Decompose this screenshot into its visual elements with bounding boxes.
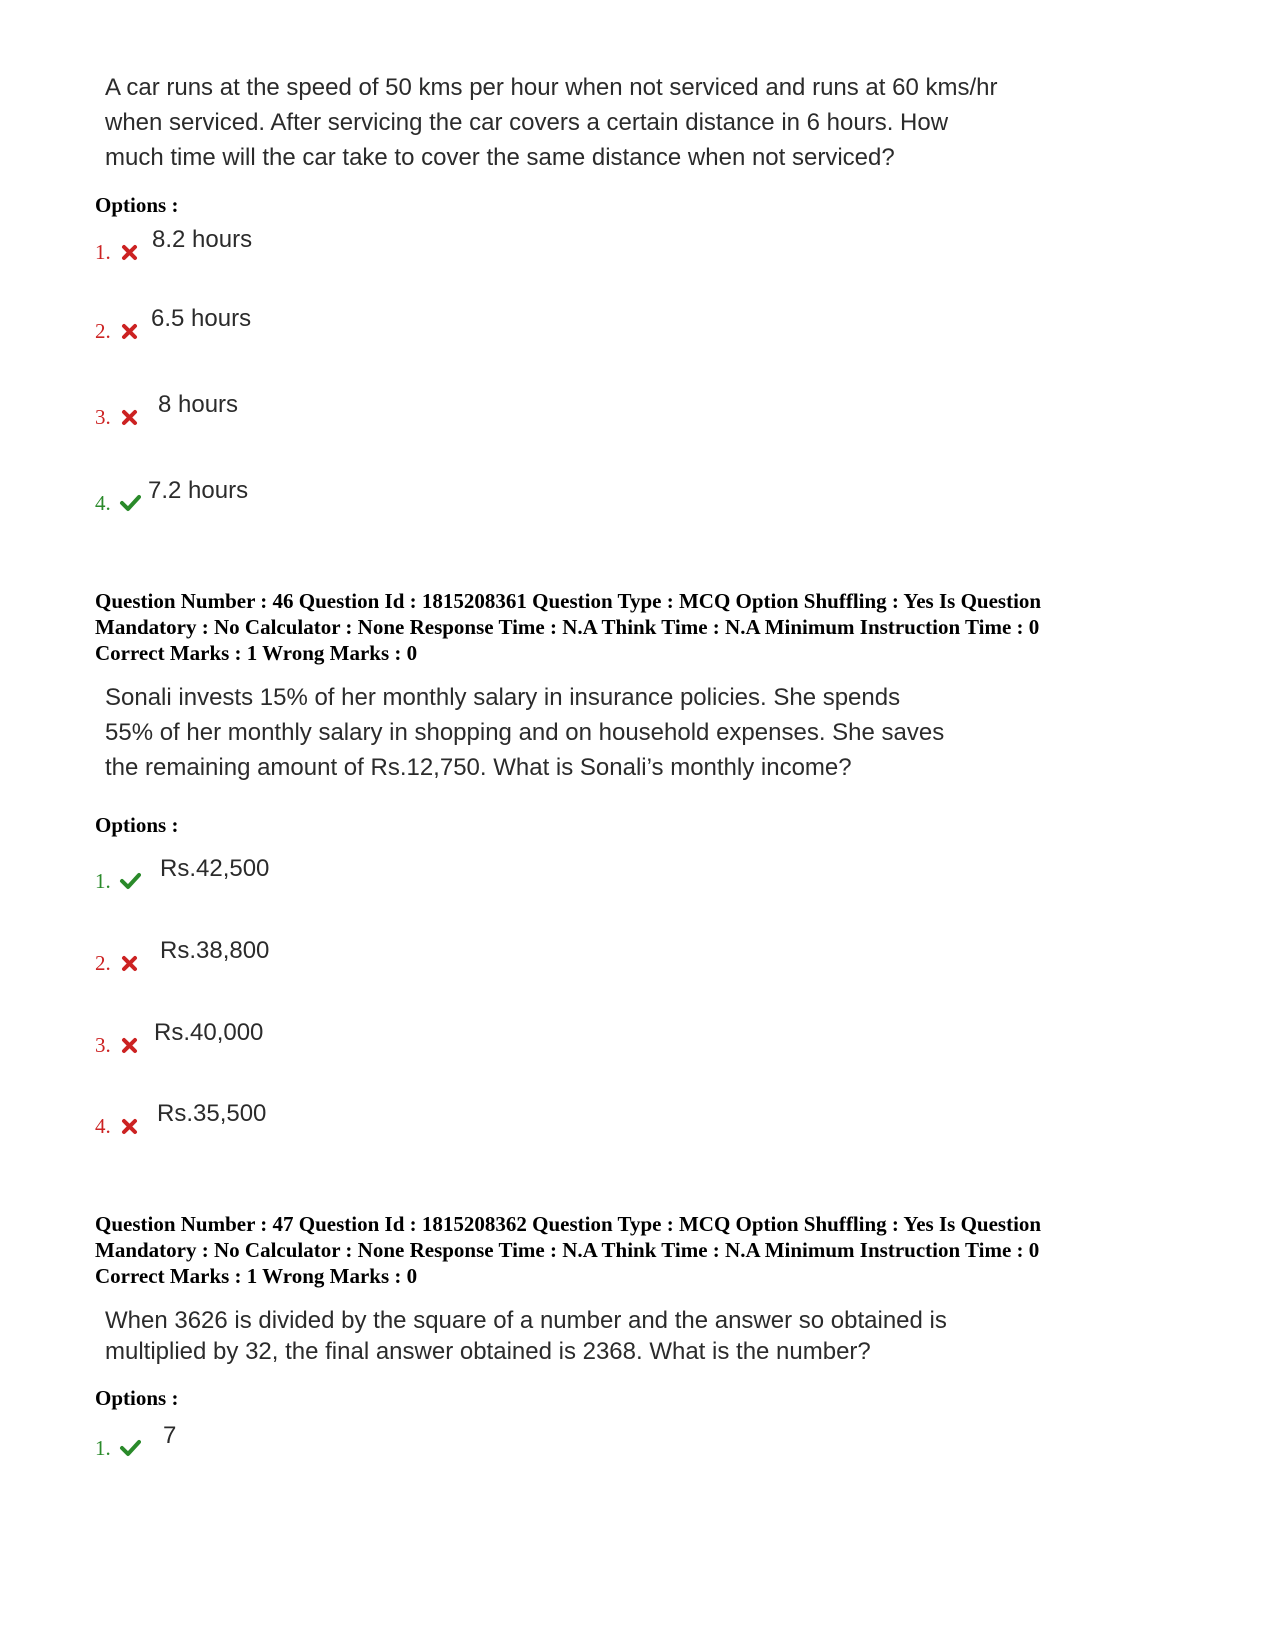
option-item[interactable] — [95, 1422, 495, 1462]
cross-icon — [119, 952, 141, 974]
option-text: 7 — [163, 1422, 177, 1449]
option-number: 3. — [95, 405, 111, 429]
option-text: Rs.40,000 — [154, 1019, 264, 1046]
option-text: 8.2 hours — [152, 226, 253, 253]
cross-icon — [119, 320, 141, 342]
option-item[interactable] — [95, 391, 495, 431]
option-number: 4. — [95, 1114, 111, 1138]
option-number: 4. — [95, 491, 111, 515]
cross-icon — [119, 406, 141, 428]
options-heading: Options : — [95, 813, 179, 837]
option-text: 7.2 hours — [148, 477, 249, 504]
option-item[interactable] — [95, 1019, 495, 1059]
options-heading: Options : — [95, 193, 179, 217]
option-item[interactable] — [95, 937, 495, 977]
cross-icon — [119, 1115, 141, 1137]
option-number: 3. — [95, 1033, 111, 1057]
question-meta: Question Number : 47 Question Id : 1815208362 Question Type : MCQ Option Shuffling : Yes Is Question Mandatory : No Calculator : None Response Time : N.A Think Time : N.A Minimum Instruction Time : 0 Correct Marks : 1 Wrong Marks : 0 — [95, 1212, 1042, 1288]
option-item[interactable] — [95, 226, 495, 266]
option-text: Rs.38,800 — [160, 937, 270, 964]
option-text: Rs.35,500 — [157, 1100, 267, 1127]
option-text: Rs.42,500 — [160, 855, 270, 882]
option-text: 8 hours — [158, 391, 239, 418]
question-meta: Question Number : 46 Question Id : 1815208361 Question Type : MCQ Option Shuffling : Yes Is Question Mandatory : No Calculator : None Response Time : N.A Think Time : N.A Minimum Instruction Time : 0 Correct Marks : 1 Wrong Marks : 0 — [95, 589, 1042, 665]
option-text: 6.5 hours — [151, 305, 252, 332]
cross-icon — [119, 1034, 141, 1056]
question-text: Sonali invests 15% of her monthly salary in insurance policies. She spends 55% of her monthly salary in shopping and on household expenses. She saves the remaining amount of Rs.12,750. What is Sonali’s monthly income? — [105, 684, 945, 781]
options-heading: Options : — [95, 1386, 179, 1410]
option-item[interactable] — [95, 305, 495, 345]
option-item[interactable] — [95, 855, 495, 895]
option-item[interactable] — [95, 1100, 495, 1140]
option-number: 1. — [95, 240, 111, 264]
option-item[interactable] — [95, 477, 495, 517]
option-number: 2. — [95, 951, 111, 975]
check-icon — [119, 492, 141, 514]
option-number: 1. — [95, 869, 111, 893]
question-text: A car runs at the speed of 50 kms per hour when not serviced and runs at 60 kms/hr when serviced. After servicing the car covers a certain distance in 6 hours. How much time will the car take to cover the same distance when not serviced? — [105, 74, 998, 171]
check-icon — [119, 870, 141, 892]
check-icon — [119, 1437, 141, 1459]
question-text: When 3626 is divided by the square of a number and the answer so obtained is multiplied by 32, the final answer obtained is 2368. What is the number? — [105, 1307, 947, 1365]
option-number: 2. — [95, 319, 111, 343]
option-number: 1. — [95, 1436, 111, 1460]
cross-icon — [119, 241, 141, 263]
